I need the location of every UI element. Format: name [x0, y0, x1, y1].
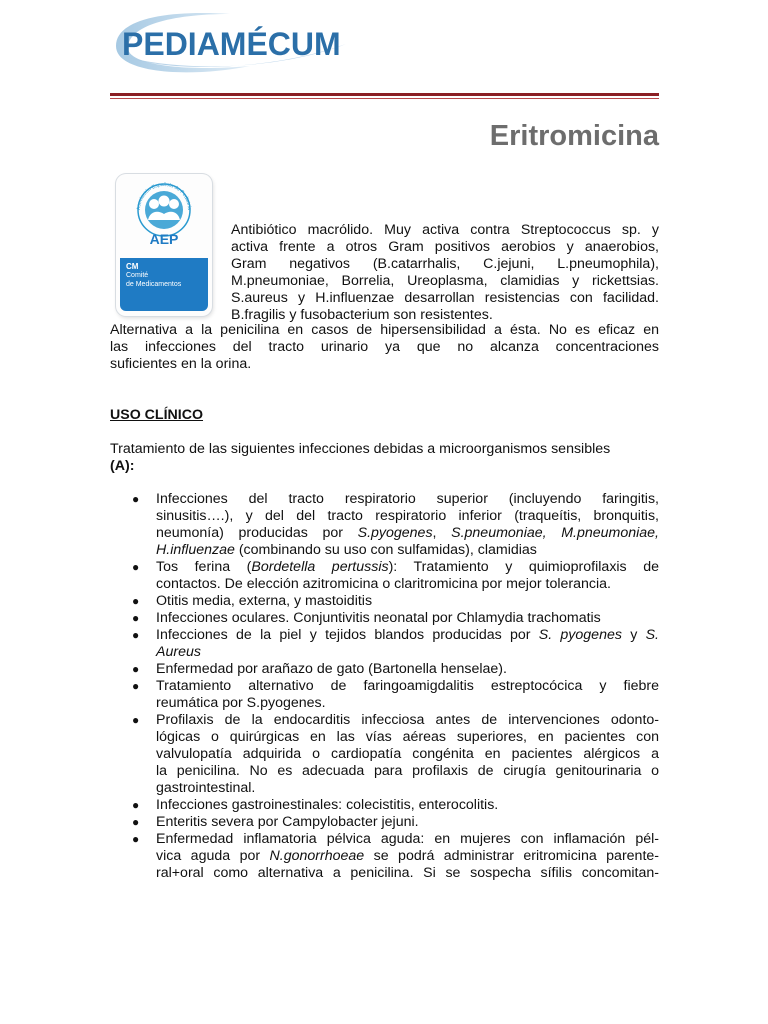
list-item-line: Infecciones de la piel y tejidos blandos producidas por S. pyogenes y S. — [156, 627, 659, 643]
list-item-line: reumática por S.pyogenes. — [156, 695, 326, 711]
list-item-line: lógicas o quirúrgicas en las vías aéreas superiores, en pacientes con — [156, 729, 659, 745]
evidence-grade: (A): — [110, 458, 135, 474]
intro-line: Gram negativos (B.catarrhalis, C.jejuni, L.pneumophila), — [231, 256, 659, 272]
list-item — [110, 491, 659, 559]
aep-cm: CM — [126, 262, 139, 271]
list-item-line: Infecciones gastroinestinales: colecistitis, enterocolitis. — [156, 797, 499, 813]
bullet-icon: ● — [132, 662, 140, 676]
bullet-icon: ● — [132, 815, 140, 829]
header-rule — [110, 93, 659, 96]
list-item-line: vica aguda por N.gonorrhoeae se podrá administrar eritromicina parente- — [156, 848, 660, 864]
bullet-icon: ● — [132, 713, 140, 727]
list-item — [110, 661, 659, 678]
header-rule-thin — [110, 98, 659, 99]
clinical-uses-list — [110, 491, 659, 882]
intro-line: Alternativa a la penicilina en casos de hipersensibilidad a ésta. No es eficaz en — [110, 322, 659, 338]
intro-paragraph — [231, 222, 659, 324]
list-item-line: valvulopatía adquirida o cardiopatía congénita en pacientes alérgicos a — [156, 746, 659, 762]
aep-arc-text: Asociación Española de Pediatría — [135, 181, 193, 211]
bullet-icon: ● — [132, 492, 140, 506]
list-item — [110, 593, 659, 610]
bullet-icon: ● — [132, 611, 140, 625]
intro-line: suficientes en la orina. — [110, 356, 252, 372]
list-item — [110, 814, 659, 831]
list-item-line: la penicilina. No es adecuada para profilaxis de cirugía genitourinaria o — [156, 763, 659, 779]
aep-committee-line1: Comité — [126, 272, 149, 279]
list-item-line: gastrointestinal. — [156, 780, 256, 796]
section-lead-text: Tratamiento de las siguientes infecciones debidas a microorganismos sensibles — [110, 441, 611, 457]
bullet-icon: ● — [132, 628, 140, 642]
bullet-icon: ● — [132, 798, 140, 812]
bullet-icon: ● — [132, 594, 140, 608]
intro-line: activa frente a otros Gram positivos aerobios y anaerobios, — [231, 239, 659, 255]
list-item — [110, 627, 659, 661]
intro-line: B.fragilis y fusobacterium son resistentes. — [231, 307, 493, 323]
list-item — [110, 797, 659, 814]
logo-text: PEDIAMÉCUM — [122, 26, 341, 62]
bullet-icon: ● — [132, 679, 140, 693]
list-item-line: Enfermedad inflamatoria pélvica aguda: en mujeres con inflamación pél- — [156, 831, 659, 847]
list-item-line: ral+oral como alternativa a penicilina. Si se sospecha sífilis concomitan- — [156, 865, 659, 881]
section-lead — [110, 441, 659, 475]
list-item — [110, 610, 659, 627]
list-item — [110, 559, 659, 593]
list-item-line: Tratamiento alternativo de faringoamigdalitis estreptocócica y fiebre — [156, 678, 659, 694]
pediamecum-logo-graphic — [110, 8, 360, 78]
list-item — [110, 712, 659, 797]
list-item — [110, 831, 659, 882]
list-item-line: Aureus — [156, 644, 201, 660]
aep-committee-band — [120, 258, 208, 311]
section-heading: USO CLÍNICO — [110, 407, 204, 423]
list-item — [110, 678, 659, 712]
list-item-line: neumonía) producidas por S.pyogenes, S.pneumoniae, M.pneumoniae, — [156, 525, 659, 541]
list-item-line: H.influenzae (combinando su uso con sulfamidas), clamidias — [156, 542, 537, 558]
pediamecum-logo — [110, 8, 360, 78]
list-item-line: Otitis media, externa, y mastoiditis — [156, 593, 373, 609]
intro-line: Antibiótico macrólido. Muy activa contra Streptococcus sp. y — [231, 222, 659, 238]
intro-line: S.aureus y H.influenzae desarrollan resistencias con facilidad. — [231, 290, 659, 306]
aep-badge — [116, 174, 212, 316]
aep-label: AEP — [149, 231, 179, 247]
list-item-line: Infecciones del tracto respiratorio superior (incluyendo faringitis, — [156, 491, 659, 507]
list-item-line: contactos. De elección azitromicina o claritromicina por mejor tolerancia. — [156, 576, 611, 592]
bullet-icon: ● — [132, 832, 140, 846]
list-item-line: Infecciones oculares. Conjuntivitis neonatal por Chlamydia trachomatis — [156, 610, 601, 626]
list-item-line: Tos ferina (Bordetella pertussis): Tratamiento y quimioprofilaxis de — [156, 559, 659, 575]
bullet-icon: ● — [132, 560, 140, 574]
intro-paragraph-continued — [110, 322, 659, 373]
list-item-line: Profilaxis de la endocarditis infecciosa antes de intervenciones odonto- — [156, 712, 659, 728]
intro-line: las infecciones del tracto urinario ya que no alcanza concentraciones — [110, 339, 659, 355]
list-item-line: Enteritis severa por Campylobacter jejuni. — [156, 814, 419, 830]
list-item-line: sinusitis….), y del del tracto respiratorio inferior (traqueítis, bronquitis, — [156, 508, 659, 524]
list-item-line: Enfermedad por arañazo de gato (Bartonella henselae). — [156, 661, 507, 677]
aep-committee-line2: de Medicamentos — [126, 281, 182, 288]
document-title: Eritromicina — [489, 120, 659, 152]
intro-line: M.pneumoniae, Borrelia, Ureoplasma, clamidias y rickettsias. — [231, 273, 659, 289]
